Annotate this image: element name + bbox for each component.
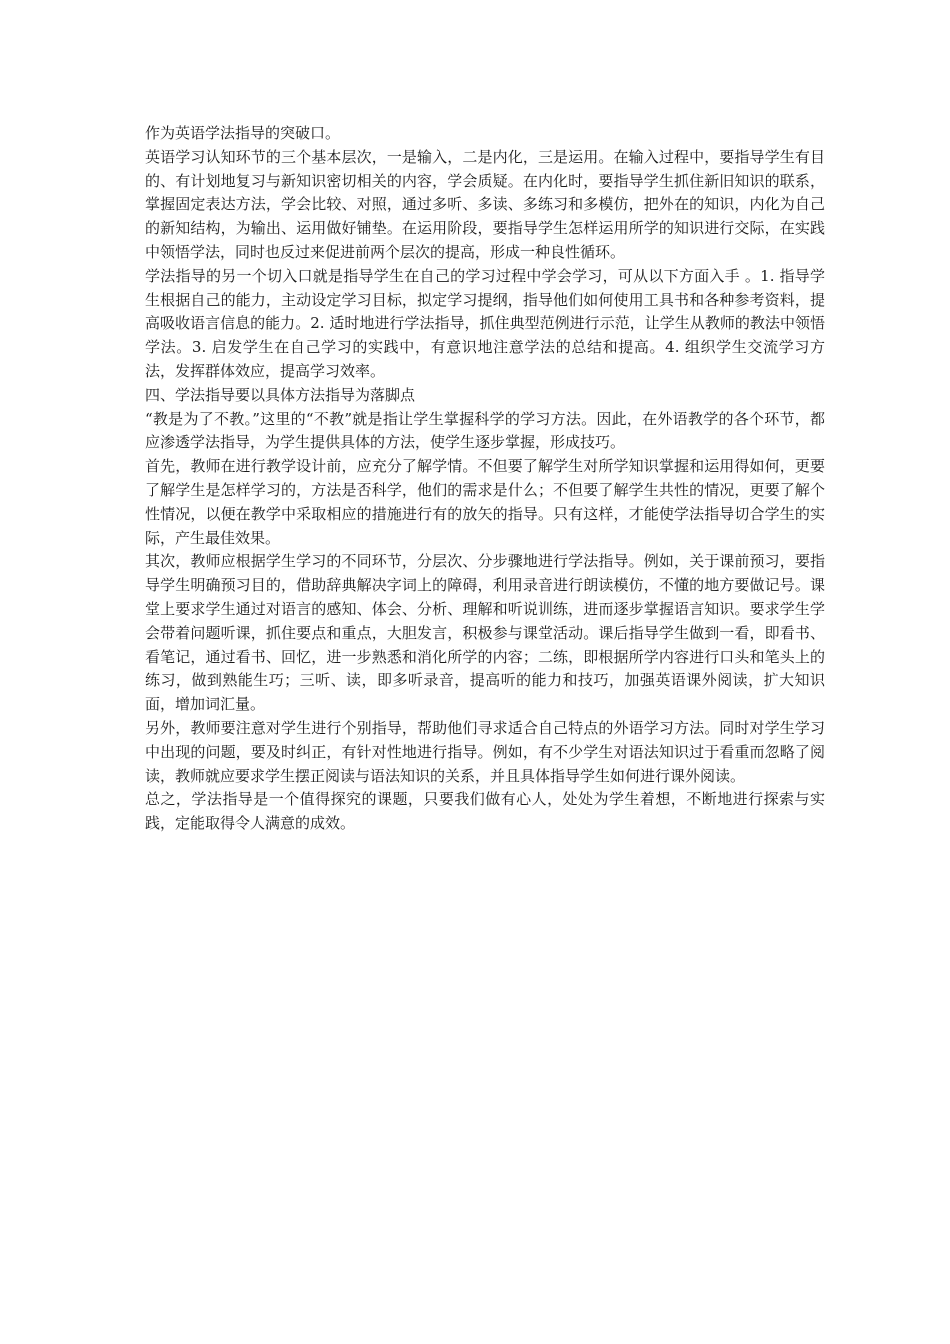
document-body <box>145 122 825 836</box>
section-heading-four: 四、学法指导要以具体方法指导为落脚点 <box>145 385 416 404</box>
paragraph-first-understand-students: 首先，教师在进行教学设计前，应充分了解学情。不但要了解学生对所学知识掌握和运用得如何，更要了解学生是怎样学习的，方法是否科学，他们的需求是什么；不但要了解学生共性的情况，更要了解个性情况，以便在教学中采取相应的措施进行有的放矢的指导。只有这样，才能使学法指导切合学生的实际，产生最佳效果。 <box>145 457 825 547</box>
paragraph-intro-fragment: 作为英语学法指导的突破口。 <box>145 124 341 142</box>
paragraph-learning-entry-points: 学法指导的另一个切入口就是指导学生在自己的学习过程中学会学习，可从以下方面入手 。1. 指导学生根据自己的能力，主动设定学习目标，拟定学习提纲，指导他们如何使用工具书和各种参考资料，提高吸收语言信息的能力。2. 适时地进行学法指导，抓住典型范例进行示范，让学生从教师的教法中领悟学法。3. 启发学生在自己学习的实践中，有意识地注意学法的总结和提高。4. 组织学生交流学习方法，发挥群体效应，提高学习效率。 <box>145 266 825 380</box>
paragraph-conclusion: 总之，学法指导是一个值得探究的课题，只要我们做有心人，处处为学生着想，不断地进行探索与实践，定能取得令人满意的成效。 <box>145 790 825 833</box>
paragraph-teaching-to-not-teach: “教是为了不教。”这里的“不教”就是指让学生掌握科学的学习方法。因此，在外语教学的各个环节，都应渗透学法指导，为学生提供具体的方法，使学生逐步掌握，形成技巧。 <box>145 409 825 452</box>
paragraph-individual-guidance: 另外，教师要注意对学生进行个别指导，帮助他们寻求适合自己特点的外语学习方法。同时对学生学习中出现的问题，要及时纠正，有针对性地进行指导。例如，有不少学生对语法知识过于看重而忽略了阅读，教师就应要求学生摆正阅读与语法知识的关系，并且具体指导学生如何进行课外阅读。 <box>145 718 825 785</box>
paragraph-second-layered-guidance: 其次，教师应根据学生学习的不同环节，分层次、分步骤地进行学法指导。例如，关于课前预习，要指导学生明确预习目的，借助辞典解决字词上的障碍，利用录音进行朗读模仿，不懂的地方要做记号。课堂上要求学生通过对语言的感知、体会、分析、理解和听说训练，进而逐步掌握语言知识。要求学生学会带着问题听课，抓住要点和重点，大胆发言，积极参与课堂活动。课后指导学生做到一看，即看书、看笔记，通过看书、回忆，进一步熟悉和消化所学的内容；二练，即根据所学内容进行口头和笔头上的练习，做到熟能生巧；三听、读，即多听录音，提高听的能力和技巧，加强英语课外阅读，扩大知识面，增加词汇量。 <box>145 552 825 714</box>
paragraph-cognitive-levels: 英语学习认知环节的三个基本层次，一是输入，二是内化，三是运用。在输入过程中，要指导学生有目的、有计划地复习与新知识密切相关的内容，学会质疑。在内化时，要指导学生抓住新旧知识的联系，掌握固定表达方法，学会比较、对照，通过多听、多读、多练习和多模仿，把外在的知识，内化为自己的新知结构，为输出、运用做好铺垫。在运用阶段，要指导学生怎样运用所学的知识进行交际，在实践中领悟学法，同时也反过来促进前两个层次的提高，形成一种良性循环。 <box>145 147 825 261</box>
